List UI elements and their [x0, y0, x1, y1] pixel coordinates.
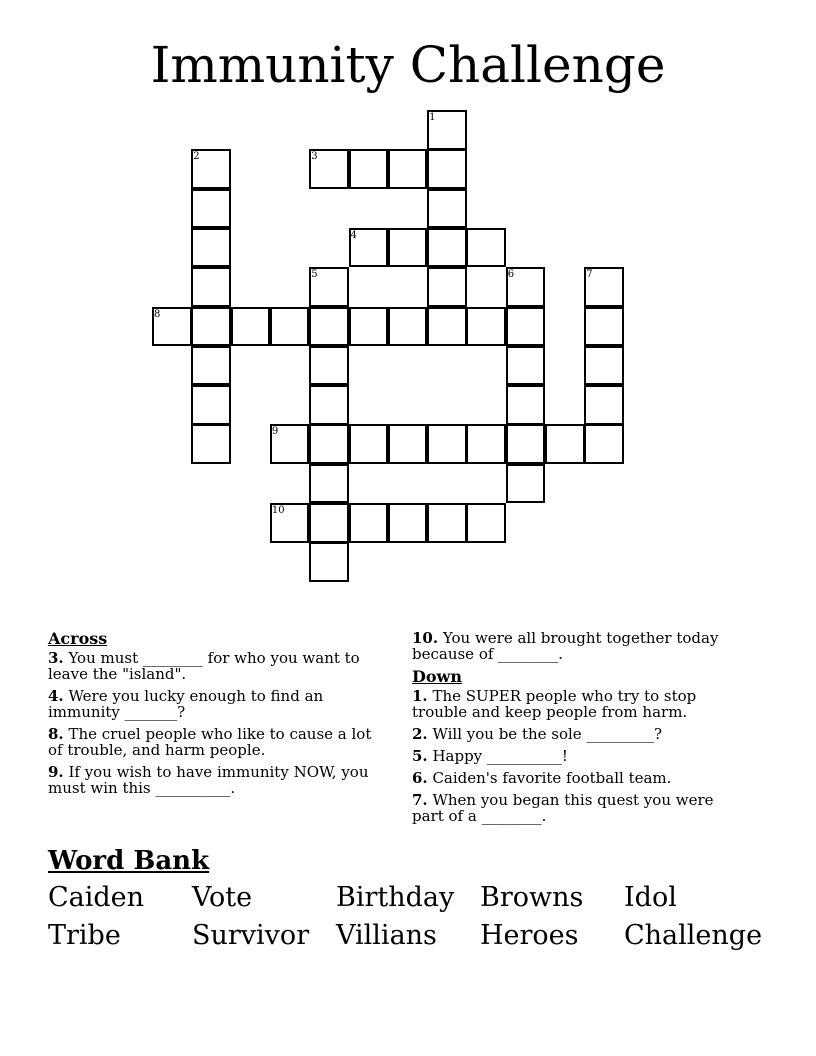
clue-across-10: 10. You were all brought together today because of ________.	[412, 629, 719, 663]
clue-across-4: 4. Were you lucky enough to find an immunity _______?	[48, 687, 324, 721]
grid-cell[interactable]	[388, 149, 428, 189]
grid-cell[interactable]	[427, 424, 467, 464]
grid-cell[interactable]	[309, 307, 349, 347]
grid-cell[interactable]	[349, 149, 389, 189]
word-bank-item: Birthday	[336, 882, 455, 913]
grid-cell[interactable]	[309, 346, 349, 386]
grid-cell[interactable]	[466, 503, 506, 543]
grid-cell[interactable]	[191, 267, 231, 307]
clue-down-1: 1. The SUPER people who try to stop trouble and keep people from harm.	[412, 687, 697, 721]
grid-cell[interactable]	[427, 149, 467, 189]
clue-down-5: 5. Happy __________!	[412, 747, 568, 765]
grid-cell[interactable]	[506, 385, 546, 425]
grid-cell[interactable]	[191, 424, 231, 464]
grid-cell[interactable]	[427, 307, 467, 347]
grid-cell[interactable]	[506, 424, 546, 464]
grid-cell[interactable]	[309, 464, 349, 504]
word-bank-item: Heroes	[480, 920, 579, 951]
grid-clue-number: 5	[311, 269, 318, 281]
grid-cell[interactable]	[427, 228, 467, 268]
grid-cell[interactable]	[427, 503, 467, 543]
grid-cell[interactable]	[584, 307, 624, 347]
clues-left-column	[48, 630, 388, 802]
grid-cell[interactable]	[545, 424, 585, 464]
page-title: Immunity Challenge	[150, 36, 666, 94]
clue-down-2: 2. Will you be the sole _________?	[412, 725, 662, 743]
grid-clue-number: 2	[193, 151, 200, 163]
grid-cell[interactable]	[349, 424, 389, 464]
grid-cell[interactable]	[309, 424, 349, 464]
grid-cell[interactable]	[427, 267, 467, 307]
grid-cell[interactable]	[309, 503, 349, 543]
word-bank-item: Challenge	[624, 920, 763, 951]
grid-cell[interactable]	[309, 385, 349, 425]
word-bank-item: Villians	[336, 920, 437, 951]
grid-cell[interactable]	[506, 346, 546, 386]
word-bank-item: Tribe	[48, 920, 121, 951]
down-heading: Down	[412, 667, 462, 686]
clue-across-8: 8. The cruel people who like to cause a lot of trouble, and harm people.	[48, 725, 372, 759]
clue-across-3: 3. You must ________ for who you want to leave the "island".	[48, 649, 360, 683]
grid-clue-number: 8	[154, 308, 161, 320]
clue-down-7: 7. When you began this quest you were part of a ________.	[412, 791, 714, 825]
grid-clue-number: 4	[350, 229, 357, 241]
grid-clue-number: 9	[271, 426, 279, 438]
grid-cell[interactable]	[584, 424, 624, 464]
grid-cell[interactable]	[466, 424, 506, 464]
grid-cell[interactable]	[191, 346, 231, 386]
word-bank-item: Caiden	[48, 882, 145, 913]
grid-cell[interactable]	[466, 307, 506, 347]
grid-clue-number: 10	[271, 505, 285, 516]
word-bank-item: Browns	[480, 882, 584, 913]
word-bank-title: Word Bank	[48, 846, 210, 876]
clues-right-column	[412, 630, 742, 830]
grid-clue-number: 3	[311, 151, 318, 163]
grid-cell[interactable]	[349, 307, 389, 347]
grid-cell[interactable]	[388, 424, 428, 464]
grid-cell[interactable]	[388, 503, 428, 543]
word-bank-item: Survivor	[192, 920, 310, 951]
grid-cell[interactable]	[466, 228, 506, 268]
grid-cell[interactable]	[309, 542, 349, 582]
word-bank-item: Vote	[192, 882, 253, 913]
grid-cell[interactable]	[506, 464, 546, 504]
grid-cell[interactable]	[584, 346, 624, 386]
clue-down-6: 6. Caiden's favorite football team.	[412, 769, 672, 787]
grid-cell[interactable]	[388, 307, 428, 347]
grid-cell[interactable]	[231, 307, 271, 347]
grid-cell[interactable]	[191, 228, 231, 268]
grid-cell[interactable]	[270, 307, 310, 347]
grid-cell[interactable]	[584, 385, 624, 425]
clue-across-9: 9. If you wish to have immunity NOW, you must win this __________.	[48, 763, 369, 797]
grid-clue-number: 6	[507, 269, 515, 281]
grid-clue-number: 7	[586, 269, 593, 281]
word-bank-item: Idol	[624, 882, 677, 913]
across-heading: Across	[48, 629, 108, 648]
grid-cell[interactable]	[427, 189, 467, 229]
grid-cell[interactable]	[191, 307, 231, 347]
grid-cell[interactable]	[191, 189, 231, 229]
grid-clue-number: 1	[429, 112, 436, 123]
grid-cell[interactable]	[506, 307, 546, 347]
grid-cell[interactable]	[388, 228, 428, 268]
grid-cell[interactable]	[349, 503, 389, 543]
grid-cell[interactable]	[191, 385, 231, 425]
